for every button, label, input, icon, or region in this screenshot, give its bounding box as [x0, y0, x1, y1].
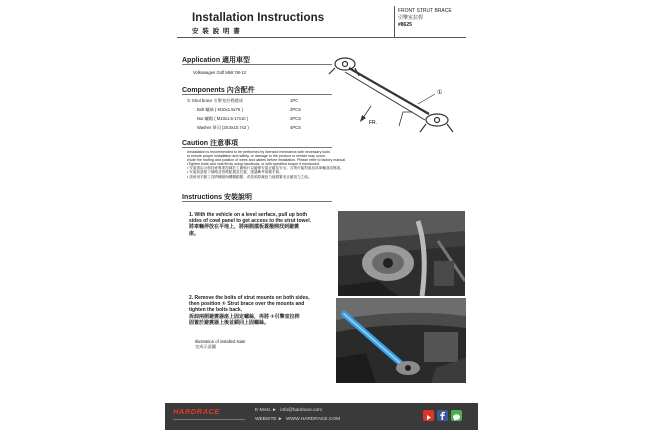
step-2: [189, 295, 354, 326]
step-1-line: sides of cowl panel to get access to the strut towel.: [189, 218, 311, 225]
email-link[interactable]: info@hardrace.com: [280, 408, 323, 413]
photo-strut-tower: [338, 211, 465, 296]
strut-brace-diagram: [323, 48, 473, 138]
component-name: Bolt 螺絲 ( M10x1.5x75 ): [197, 107, 243, 112]
email-label: E-MAIL ►: [255, 408, 277, 413]
step-2-line: 固置於避震器上後並鎖回上固螺絲。: [189, 319, 270, 326]
components-rule: [182, 94, 332, 95]
component-name: Nut 螺帽 ( M10x1.5-17x10 ): [197, 116, 249, 121]
instructions-rule: [182, 201, 332, 202]
component-qty: 2PCS: [290, 107, 301, 112]
illustration-caption: [195, 339, 246, 349]
callout-label: ①: [437, 90, 443, 96]
illustration-caption-cn: 完成示意圖: [195, 344, 216, 350]
chat-icon[interactable]: [451, 410, 462, 421]
caution-line: •Note the routing and position of wires and cables before installation. Please refer to factory manual.: [187, 158, 347, 163]
caution-line: •Tighten bolts and nuts firmly using handtools, or with specified torque if mentioned.: [187, 162, 320, 167]
youtube-icon[interactable]: [423, 410, 434, 421]
caution-line: • 安裝前請留下線路及管路配置及位置，建議參考原廠手冊。: [187, 170, 283, 175]
photo-installed-brace: [336, 298, 466, 383]
product-name: FRONT STRUT BRACE: [398, 8, 452, 14]
step-2-line: 拆卸兩側避震器座上固定螺絲，再將 ①引擎室拉桿: [189, 313, 300, 320]
caution-line: to ensure proper installation and safety, or damage to the product or vehicle may occur.: [187, 154, 326, 159]
caution-line: • 安裝需由合格技術專業技師於工廠執行以確保安裝正確及安全。否則可能對產品或車輛造成傷害。: [187, 166, 344, 171]
step-2-line: tighten the bolts back.: [189, 307, 243, 314]
brand-logo: HARDRACE: [173, 407, 220, 416]
footer-website-row: [255, 417, 340, 422]
direction-arrow-head: [360, 115, 366, 122]
instruction-sheet: [165, 0, 478, 430]
caution-heading: Caution 注意事項: [182, 140, 238, 147]
page-title: Installation Instructions: [192, 12, 325, 24]
caution-rule: [182, 147, 332, 148]
step-1-line: 1. With the vehicle on a level serface, pull up both: [189, 212, 308, 218]
component-qty: 4PCS: [290, 125, 301, 130]
direction-label: FR.: [369, 120, 378, 126]
component-name: Washer 華司 (20.8x10.7x2 ): [197, 125, 249, 130]
vehicle-text: Volkswagen Golf Mk6 '08-12: [193, 70, 246, 75]
caution-line: •Installation is recommended to be performed by licensed mechanics with necessary tools: [187, 150, 330, 154]
facebook-icon[interactable]: [437, 410, 448, 421]
step-1: [189, 212, 349, 237]
website-link[interactable]: WWW.HARDRACE.COM: [286, 417, 341, 422]
caution-line: • 請使用手動工具將螺絲與螺帽鎖緊，或依照原廠扭力值鎖緊至正確扭力之值。: [187, 174, 312, 179]
components-heading: Components 內含配件: [182, 87, 255, 94]
component-qty: 1PC: [290, 98, 299, 103]
instructions-heading: Instructions 安裝說明: [182, 194, 253, 201]
direction-arrow: [363, 106, 371, 118]
page-subtitle: 安 裝 說 明 書: [192, 28, 241, 35]
header-rule: [177, 37, 466, 38]
step-1-line: 座。: [189, 230, 200, 237]
footer-email-row: [255, 408, 322, 413]
logo-underline: [173, 419, 245, 420]
component-name: ① Strut brace 引擎室拉桿總成: [187, 98, 243, 103]
product-name-cn: 引擎室拉桿: [398, 15, 424, 21]
application-heading: Application 適用車型: [182, 57, 251, 64]
component-qty: 2PCS: [290, 116, 301, 121]
header-divider: [394, 6, 395, 38]
callout-leader: [418, 94, 435, 104]
application-rule: [182, 64, 332, 65]
step-2-line: then position ① Strut brace over the mounts and: [189, 301, 305, 308]
website-label: WEBSITE ►: [255, 417, 283, 422]
strut-brace-drawing: [329, 58, 453, 132]
step-1-line: 將車輛停放在平地上，將兩側擋板蓋撥開找到避震: [189, 224, 300, 231]
part-number: #8625: [398, 22, 412, 28]
step-2-line: 2. Remove the bolts of strut mounts on both sides,: [189, 295, 310, 301]
caution-text: [187, 150, 467, 179]
illustration-caption-en: Illustration of installed state: [195, 339, 246, 344]
